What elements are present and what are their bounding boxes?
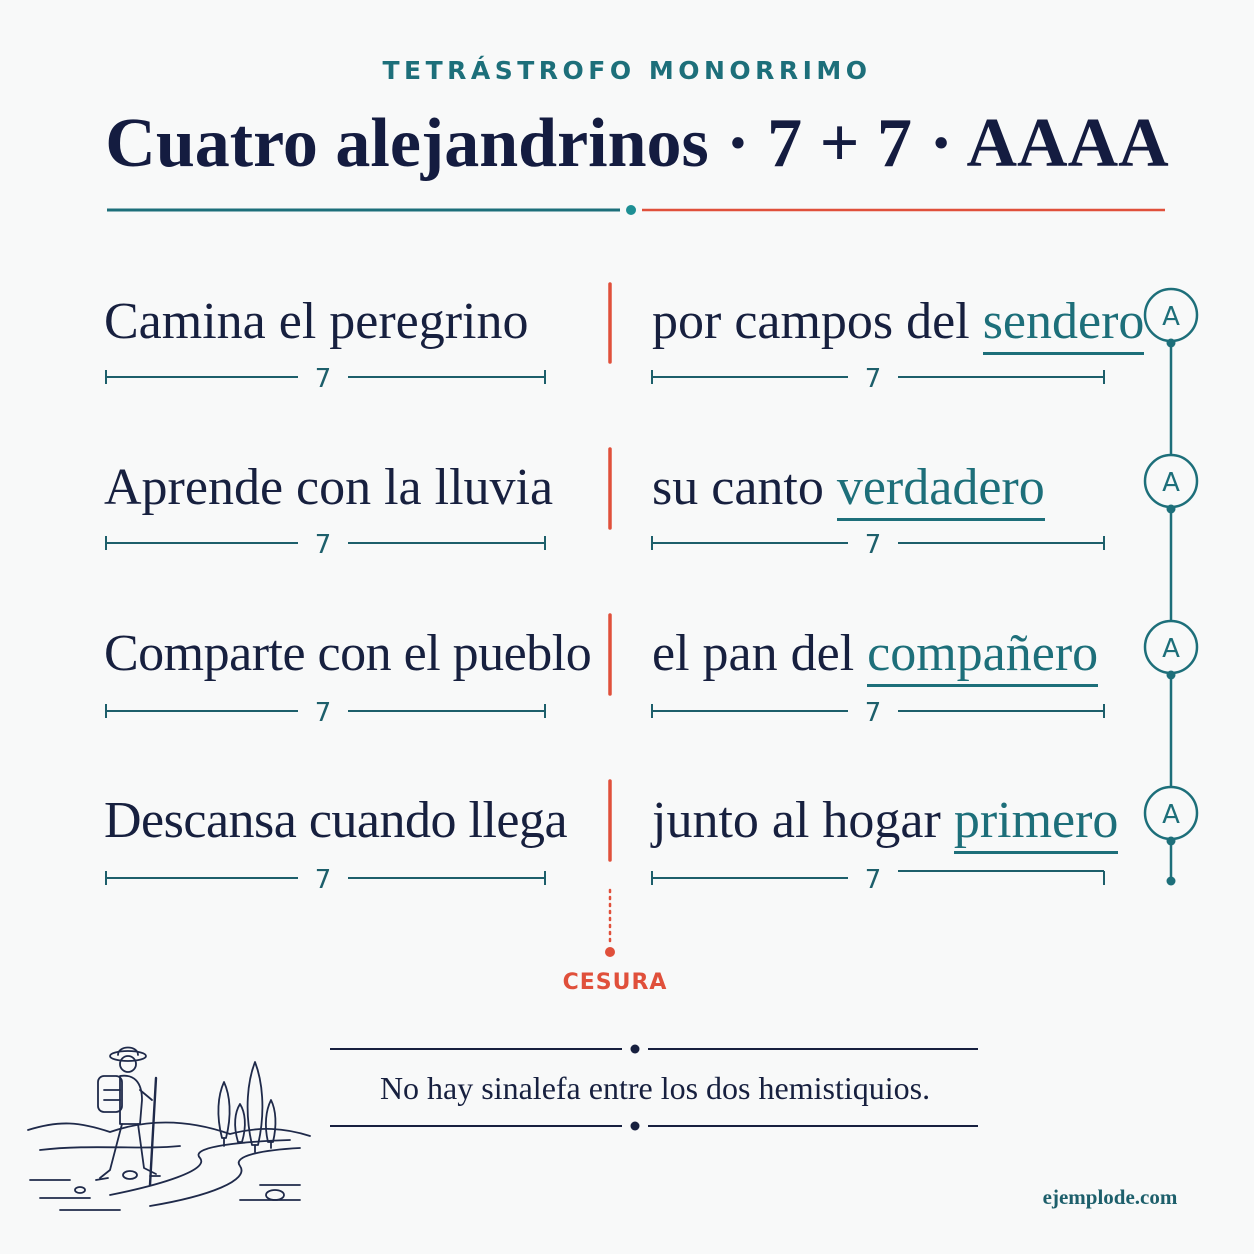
page-title: Cuatro alejandrinos · 7 + 7 · AAAA <box>105 105 1169 182</box>
syllable-count: 7 <box>314 698 332 728</box>
syllable-count: 7 <box>864 865 882 895</box>
rhyme-word: verdadero <box>837 459 1045 521</box>
second-hemistich-lead: por campos del <box>652 293 970 350</box>
rhyme-letter: A <box>1162 800 1180 830</box>
rhyme-letter: A <box>1162 302 1180 332</box>
rhyme-word: sendero <box>983 293 1145 355</box>
first-hemistich: Camina el peregrino <box>104 293 529 350</box>
footnote: No hay sinalefa entre los dos hemistiquios. <box>379 1070 931 1106</box>
first-hemistich: Descansa cuando llega <box>104 792 568 849</box>
rhyme-word: compañero <box>867 625 1098 687</box>
syllable-count: 7 <box>314 530 332 560</box>
rhyme-letter: A <box>1162 468 1180 498</box>
brand-label: ejemplode.com <box>1042 1185 1178 1209</box>
rhyme-word: primero <box>954 792 1119 854</box>
kicker: TETRÁSTROFO MONORRIMO <box>382 56 872 85</box>
caesura-label: CESURA <box>562 970 668 995</box>
second-hemistich-lead: el pan del <box>652 625 855 682</box>
second-hemistich-lead: junto al hogar <box>652 792 941 849</box>
first-hemistich: Aprende con la lluvia <box>104 459 554 516</box>
syllable-count: 7 <box>864 364 882 394</box>
rhyme-letter: A <box>1162 634 1180 664</box>
syllable-count: 7 <box>864 530 882 560</box>
syllable-count: 7 <box>314 364 332 394</box>
syllable-count: 7 <box>864 698 882 728</box>
second-hemistich-lead: su canto <box>652 459 824 516</box>
syllable-count: 7 <box>314 865 332 895</box>
first-hemistich: Comparte con el pueblo <box>104 625 592 682</box>
